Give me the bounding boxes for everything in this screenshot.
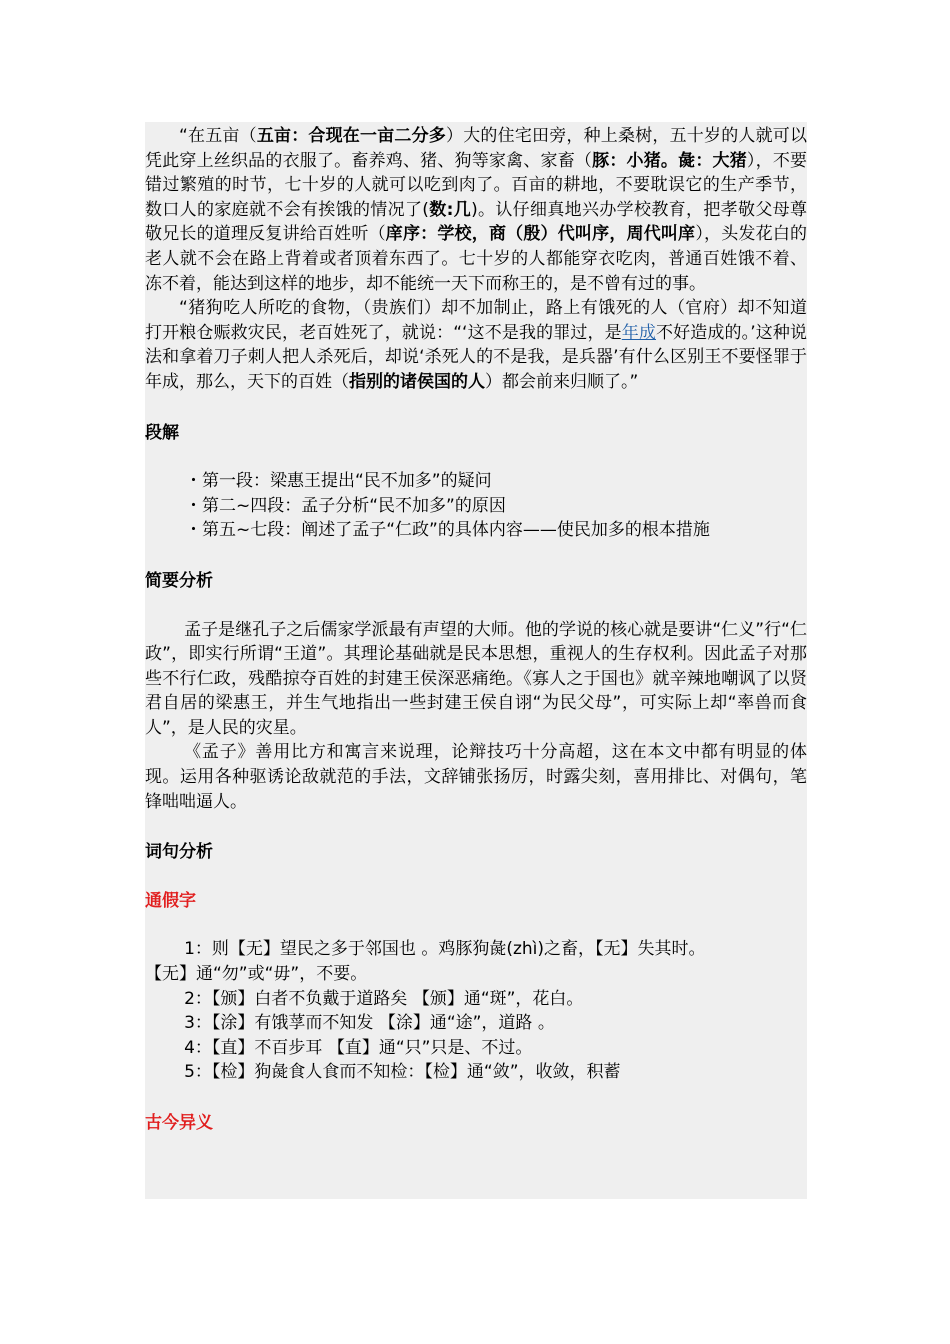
bold-note: 庠序：学校，商（殷）代叫序，周代叫庠 (385, 224, 696, 245)
tongjia-item: 5：【检】狗彘食人食而不知检：【检】通“敛”，收敛，积蓄 (184, 1062, 621, 1083)
text-span: ）大的住宅田旁，种上桑树，五十岁的人就可以凭此穿上丝织品的衣服了。畜养鸡、猪、狗等家禽、家畜（ (145, 126, 808, 171)
tongjia-item: 4：【直】不百步耳 【直】通“只”只是、不过。 (184, 1037, 533, 1058)
text-span: )。认仔细真地兴办学校教育，把孝敬父母尊敬兄长的道理反复讲给百姓听（ (145, 199, 807, 245)
tongjia-item-1: 1：则【无】望民之多于邻国也 。鸡豚狗彘(zhì)之畜，【无】失其时。 (184, 939, 706, 960)
duanjie-heading: 段解 (145, 422, 179, 443)
list-item: ・第一段：梁惠王提出“民不加多”的疑问 (185, 471, 492, 492)
text-span: ）都会前来归顺了。” (485, 371, 639, 392)
bold-note: 指别的诸侯国的人 (349, 371, 485, 392)
bold-note: 数:几 (428, 199, 472, 220)
gujin-heading: 古今异义 (145, 1113, 213, 1133)
text-span: 不好造成的。’这种说法和拿着刀子刺人把人杀死后，却说‘杀死人的不是我，是兵器’有什么区别王不要怪罪于年成，那么，天下的百姓（ (145, 322, 807, 392)
translation-paragraph-2 (145, 296, 807, 394)
tongjia-item: 2：【颁】白者不负戴于道路矣 【颁】通“斑”，花白。 (184, 988, 584, 1009)
tongjia-item-1-explain: 【无】通“勿”或“毋”，不要。 (145, 964, 368, 985)
text-span: ），不要错过繁殖的时节，七十岁的人就可以吃到肉了。百亩的耕地，不要耽误它的生产季节，数口人的家庭就不会有挨饿的情况了( (145, 150, 808, 220)
bold-note: 五亩：合现在一亩二分多 (256, 126, 447, 146)
analysis-paragraph-2: 《孟子》善用比方和寓言来说理，论辩技巧十分高超，这在本文中都有明显的体现。运用各种驱诱论敌就范的手法，文辞铺张扬厉，时露尖刻，喜用排比、对偶句，笔锋咄咄逼人。 (145, 742, 807, 812)
text-span: “在五亩（ (179, 126, 257, 146)
ciju-heading: 词句分析 (145, 842, 213, 863)
tongjia-item: 3：【涂】有饿莩而不知发 【涂】通“途”，道路 。 (184, 1013, 555, 1034)
tongjia-heading: 通假字 (145, 890, 196, 911)
text-span: ），头发花白的老人就不会在路上背着或者顶着东西了。七十岁的人都能穿衣吃肉，普通百姓饿不着、冻不着，能达到这样的地步，却不能统一天下而称王的，是不曾有过的事。 (145, 224, 808, 294)
list-item: ・第二~四段：孟子分析“民不加多”的原因 (185, 495, 506, 516)
bold-note: 豚：小猪。彘：大猪 (592, 150, 747, 171)
document-body (145, 124, 807, 1136)
translation-paragraph-1 (145, 124, 807, 296)
text-span: “猪狗吃人所吃的食物，（贵族们）却不加制止，路上有饿死的人（官府）却不知道打开粮仓赈救灾民，老百姓死了，就说：“‘这不是我的罪过，是 (145, 298, 807, 343)
list-item: ・第五~七段：阐述了孟子“仁政”的具体内容——使民加多的根本措施 (185, 520, 710, 541)
nianchen-link[interactable]: 年成 (621, 322, 656, 343)
analysis-paragraph-1: 孟子是继孔子之后儒家学派最有声望的大师。他的学说的核心就是要讲“仁义”行“仁政”，即实行所谓“王道”。其理论基础就是民本思想，重视人的生存权利。因此孟子对那些不行仁政，残酷掠夺百姓的封建王侯深恶痛绝。《寡人之于国也》就辛辣地嘲讽了以贤君自居的梁惠王，并生气地指出一些封建王侯自诩“为民父母”，可实际上却“率兽而食人”，是人民的灾星。 (145, 619, 807, 738)
duanjie-list (145, 469, 807, 543)
jianyao-heading: 简要分析 (145, 570, 213, 591)
